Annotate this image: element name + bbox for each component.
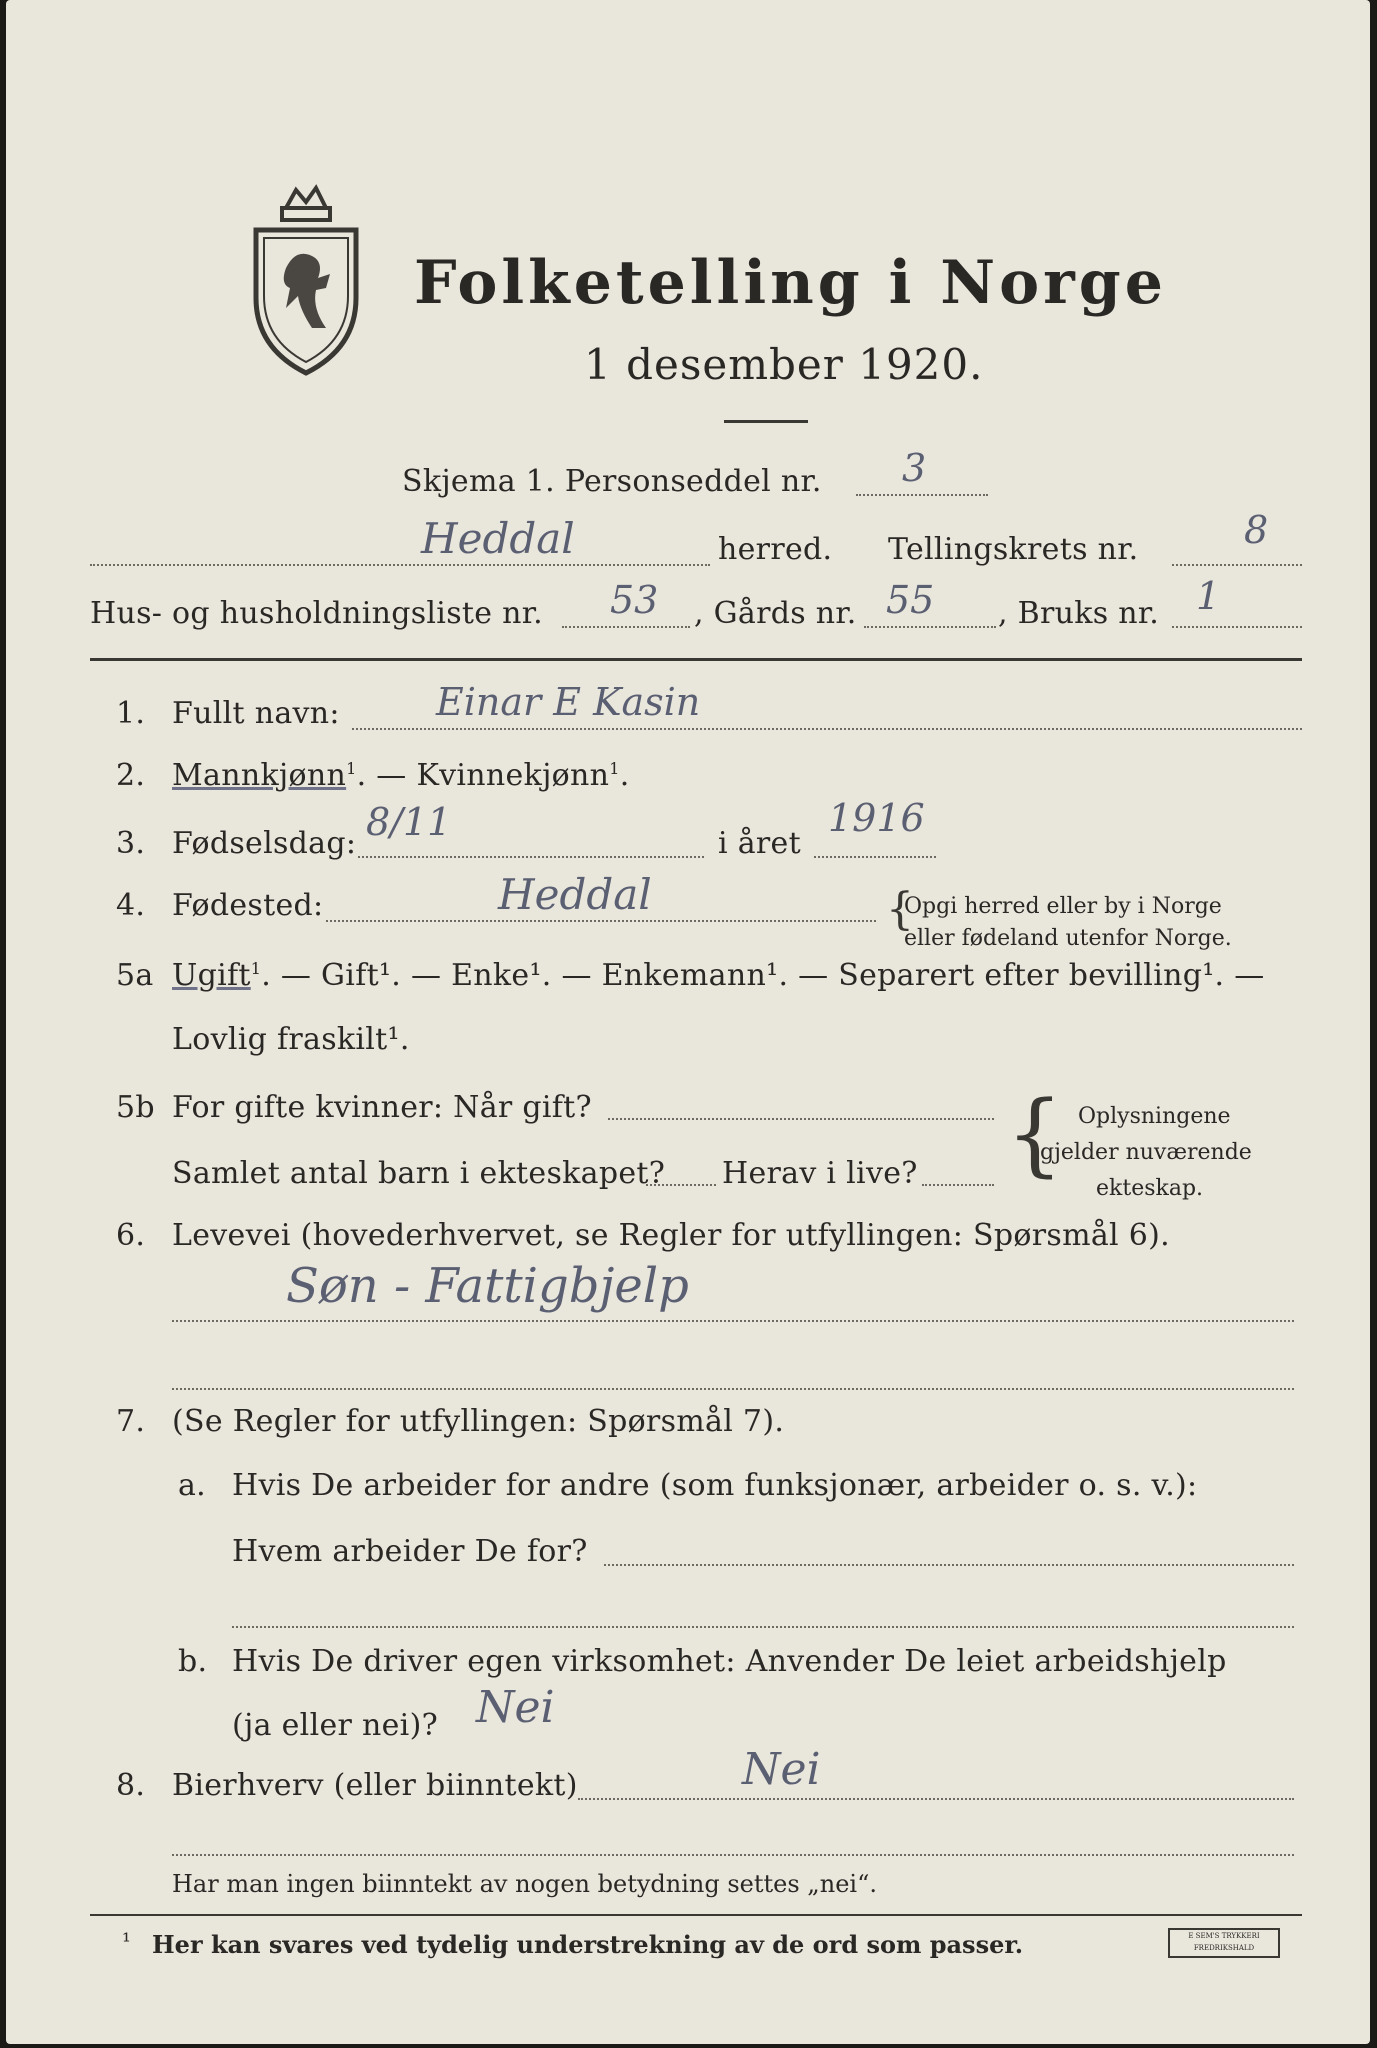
gards-line — [864, 626, 996, 628]
q6-line-1 — [172, 1320, 1294, 1322]
tellingskrets-line — [1172, 564, 1302, 566]
q5a-line2: Lovlig fraskilt¹. — [172, 1022, 410, 1057]
q7-label: (Se Regler for utfyllingen: Spørsmål 7). — [172, 1404, 785, 1439]
q5a-line1: Ugift$^1$. — Gift¹. — Enke¹. — Enkemann¹. — Separert efter bevilling¹. — — [172, 958, 1265, 993]
q7a-line1: Hvis De arbeider for andre (som funksjonær, arbeider o. s. v.): — [232, 1468, 1198, 1503]
q7b-line2: (ja eller nei)? — [232, 1708, 438, 1743]
q1-line — [352, 728, 1302, 730]
q4-number: 4. — [116, 888, 146, 923]
herred-line — [90, 564, 710, 566]
q5b-note-1: Oplysningene — [1078, 1104, 1231, 1129]
footer-note: Har man ingen biinntekt av nogen betydning settes „nei“. — [172, 1870, 877, 1898]
q8-number: 8. — [116, 1768, 146, 1803]
gards-label: , Gårds nr. — [694, 596, 857, 631]
q3-number: 3. — [116, 826, 146, 861]
q6-label: Levevei (hovederhvervet, se Regler for utfyllingen: Spørsmål 6). — [172, 1218, 1170, 1253]
q5b-note-2: gjelder nuværende — [1040, 1140, 1252, 1165]
q7a-number: a. — [178, 1468, 207, 1503]
bruks-line — [1172, 626, 1302, 628]
bruks-nr: 1 — [1196, 574, 1221, 618]
hus-nr: 53 — [610, 578, 659, 622]
q2-sex: Mannkjønn$^1$. — Kvinnekjønn$^1$. — [172, 758, 630, 793]
q5b-line2b: Herav i live? — [722, 1156, 918, 1191]
hus-line — [562, 626, 690, 628]
q4-brace: { — [886, 884, 914, 935]
norwegian-lion-shield-icon — [246, 178, 366, 378]
q5b-alive-line — [922, 1184, 994, 1186]
personseddel-line — [856, 494, 988, 496]
census-form — [6, 0, 1370, 2044]
footnote-mark: ¹ — [122, 1930, 131, 1955]
q8-line-2 — [172, 1854, 1294, 1856]
form-date: 1 desember 1920. — [584, 340, 984, 389]
title-divider — [724, 420, 808, 423]
q5b-brace: { — [1006, 1082, 1064, 1187]
q6-occupation: Søn - Fattigbjelp — [286, 1258, 689, 1314]
q7b-line1: Hvis De driver egen virksomhet: Anvender De leiet arbeidshjelp — [232, 1644, 1227, 1679]
q2-separator: . — — [356, 758, 417, 793]
q3-day-line — [358, 856, 704, 858]
q1-label: Fullt navn: — [172, 696, 340, 731]
q5a-number: 5a — [116, 958, 154, 993]
q4-birthplace: Heddal — [498, 870, 652, 919]
tellingskrets-nr: 8 — [1244, 508, 1269, 552]
q5a-ugift: Ugift — [172, 958, 251, 993]
q4-note-2: eller fødeland utenfor Norge. — [904, 926, 1232, 951]
q5b-married-line — [608, 1118, 994, 1120]
q1-number: 1. — [116, 696, 146, 731]
q8-line-1 — [578, 1798, 1294, 1800]
q7b-number: b. — [178, 1644, 208, 1679]
schema-label: Skjema 1. Personseddel nr. — [402, 464, 822, 499]
q8-label: Bierhverv (eller biinntekt) — [172, 1768, 578, 1803]
q3-birth-year: 1916 — [828, 796, 925, 840]
q7a-line-2 — [232, 1626, 1294, 1628]
q7a-line2: Hvem arbeider De for? — [232, 1534, 588, 1569]
tellingskrets-label: Tellingskrets nr. — [888, 532, 1139, 567]
herred-value: Heddal — [421, 514, 575, 563]
q7a-line-1 — [604, 1564, 1294, 1566]
q5a-options: . — Gift¹. — Enke¹. — Enkemann¹. — Separert efter bevilling¹. — — [261, 958, 1265, 993]
header-rule — [90, 658, 1302, 661]
q5b-line2: Samlet antal barn i ekteskapet? — [172, 1156, 666, 1191]
q5b-note-3: ekteskap. — [1096, 1176, 1204, 1201]
q6-number: 6. — [116, 1218, 146, 1253]
gards-nr: 55 — [886, 578, 935, 622]
q3-label: Fødselsdag: — [172, 826, 357, 861]
printer-stamp: E SEM'S TRYKKERI FREDRIKSHALD — [1168, 1928, 1280, 1958]
footer-rule — [90, 1914, 1302, 1916]
q2-male: Mannkjønn — [172, 758, 347, 793]
q7b-answer: Nei — [476, 1682, 555, 1733]
q2-number: 2. — [116, 758, 146, 793]
herred-label: herred. — [718, 532, 833, 567]
q4-label: Fødested: — [172, 888, 324, 923]
form-title: Folketelling i Norge — [414, 248, 1167, 318]
q6-line-2 — [172, 1388, 1294, 1390]
q7-number: 7. — [116, 1404, 146, 1439]
q8-answer: Nei — [742, 1744, 821, 1795]
bruks-label: , Bruks nr. — [998, 596, 1160, 631]
q3-year-label: i året — [718, 826, 801, 861]
personseddel-nr: 3 — [902, 446, 927, 490]
q5b-children-line — [646, 1184, 716, 1186]
q2-female: Kvinnekjønn — [416, 758, 610, 793]
q4-line — [326, 920, 876, 922]
hus-label: Hus- og husholdningsliste nr. — [90, 596, 543, 631]
q3-birth-day: 8/11 — [366, 800, 452, 844]
q5b-line1: For gifte kvinner: Når gift? — [172, 1090, 592, 1125]
q4-note-1: Opgi herred eller by i Norge — [904, 894, 1222, 919]
q1-full-name: Einar E Kasin — [436, 680, 701, 724]
footnote-text: Her kan svares ved tydelig understrekning av de ord som passer. — [152, 1930, 1024, 1959]
q3-year-line — [814, 856, 936, 858]
q5b-number: 5b — [116, 1090, 155, 1125]
